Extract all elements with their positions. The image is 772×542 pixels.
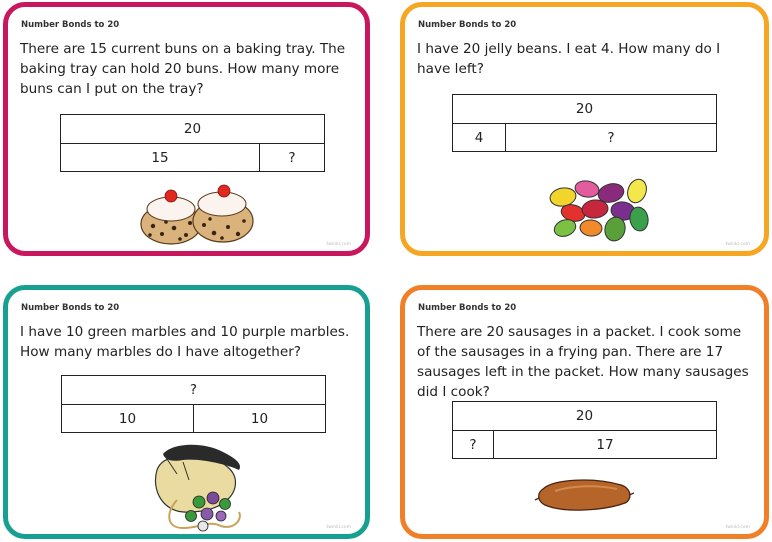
footer-text: twinkl.com: [725, 242, 750, 247]
footer-text: twinkl.com: [725, 525, 750, 530]
bar-model: [60, 114, 325, 172]
bar-model-whole: 20: [575, 101, 594, 117]
footer-text: twinkl.com: [326, 525, 351, 530]
bag-of-marbles-icon: [143, 440, 255, 536]
bar-model-whole-row: [62, 376, 325, 405]
bar-model-part: 15: [151, 149, 169, 166]
bar-model-parts-row: [61, 144, 324, 171]
bar-model: [61, 375, 326, 433]
card-title: Number Bonds to 20: [21, 303, 120, 313]
task-card-jelly-beans: [400, 2, 769, 256]
bar-model: [452, 94, 717, 152]
card-title: Number Bonds to 20: [418, 20, 517, 30]
question-text: There are 15 current buns on a baking tray. The baking tray can hold 20 buns. How many more buns can I put on the tray?: [20, 41, 346, 97]
bar-model-whole-row: [453, 95, 716, 124]
bar-model-whole: ?: [189, 382, 198, 398]
footer-text: twinkl.com: [326, 242, 351, 247]
bar-model-part: ?: [469, 436, 477, 453]
bar-model-parts-row: [453, 124, 716, 151]
card-title: Number Bonds to 20: [418, 303, 517, 313]
sausage-icon: [533, 471, 637, 517]
question-text: I have 10 green marbles and 10 purple marbles. How many marbles do I have altogether?: [20, 324, 350, 360]
bar-model-part: 10: [193, 405, 325, 432]
question-text: There are 20 sausages in a packet. I cook some of the sausages in a frying pan. There are 17 sausages left in the packet. How many sausages did I cook?: [417, 324, 749, 400]
bar-model-parts-row: [62, 405, 325, 432]
bar-model-part: ?: [259, 144, 324, 171]
bar-model-part: 4: [474, 129, 484, 146]
bar-model-whole: 20: [183, 121, 202, 137]
task-card-sausages: [400, 285, 769, 539]
bar-model-part: ?: [505, 124, 716, 151]
bar-model-part: 10: [118, 410, 137, 427]
bar-model-whole-row: [61, 115, 324, 144]
bar-model-part: 17: [493, 431, 716, 458]
jelly-beans-icon: [543, 173, 653, 243]
bar-model-whole: 20: [575, 408, 594, 424]
task-card-marbles: [3, 285, 370, 539]
bar-model: [452, 401, 717, 459]
question-text: I have 20 jelly beans. I eat 4. How many do I have left?: [417, 41, 721, 77]
currant-buns-icon: [138, 179, 258, 249]
bar-model-parts-row: [453, 431, 716, 458]
task-card-buns: [3, 2, 370, 256]
bar-model-whole-row: [453, 402, 716, 431]
card-title: Number Bonds to 20: [21, 20, 120, 30]
